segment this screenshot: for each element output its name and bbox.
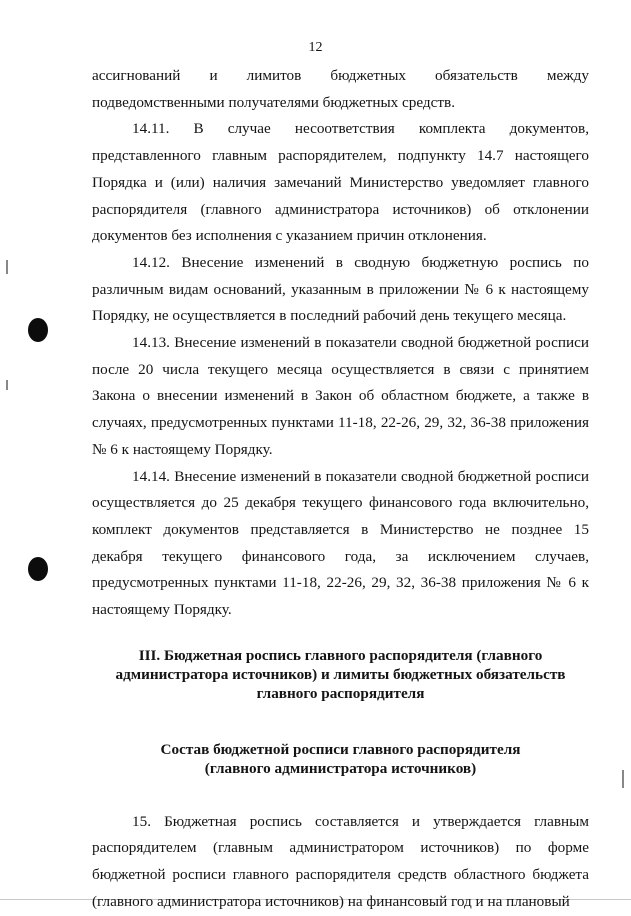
paragraph-14-14: 14.14. Внесение изменений в показатели сводной бюджетной росписи осуществляется до 25 декабря текущего финансового года включительно, комплект документов представляется в Министерство не позднее 15 декабря текущего финансового года, за исключением случаев, предусмотренных пунктами 11-18, 22-26, 29, 32, 36-38 приложения № 6 к настоящему Порядку.	[92, 467, 589, 619]
subsection-title-line: (главного администратора источников)	[204, 759, 477, 777]
punch-hole-mark	[28, 318, 48, 342]
subsection-title-line: Состав бюджетной росписи главного распорядителя	[160, 740, 521, 758]
subsection-title	[92, 740, 589, 778]
document-body	[92, 63, 589, 916]
scan-edge-mark	[622, 770, 624, 788]
section-title-line: главного распорядителя	[256, 684, 425, 702]
paragraph-14-12: 14.12. Внесение изменений в сводную бюджетную роспись по различным видам оснований, указанным в приложении № 6 к настоящему Порядку, не осуществляется в последний рабочий день текущего месяца.	[92, 253, 589, 325]
scan-edge-mark	[6, 380, 8, 390]
paragraph-14-13: 14.13. Внесение изменений в показатели сводной бюджетной росписи после 20 числа текущего месяца осуществляется в связи с принятием Закона о внесении изменений в Закон об областном бюджете, а также в случаях, предусмотренных пунктами 11-18, 22-26, 29, 32, 36-38 приложения № 6 к настоящему Порядку.	[92, 334, 589, 458]
scan-edge-mark	[6, 260, 8, 274]
punch-hole-mark	[28, 557, 48, 581]
paragraph-14-11: 14.11. В случае несоответствия комплекта документов, представленного главным распорядителем, подпункту 14.7 настоящего Порядка и (или) наличия замечаний Министерство уведомляет главного распорядителя (главного администратора источников) об отклонении документов без исполнения с указанием причин отклонения.	[92, 120, 589, 245]
section-title-line: III. Бюджетная роспись главного распорядителя (главного	[138, 646, 543, 664]
paragraph-continuation: ассигнований и лимитов бюджетных обязательств между подведомственными получателями бюджетных средств.	[92, 67, 589, 111]
paragraph-15: 15. Бюджетная роспись составляется и утверждается главным распорядителем (главным администратором источников) по форме бюджетной росписи главного распорядителя средств областного бюджета (главного администратора источников) на финансовый год и на плановый	[92, 812, 589, 910]
page-number: 12	[308, 40, 323, 55]
section-title-line: администратора источников) и лимиты бюджетных обязательств	[115, 665, 566, 683]
section-title	[92, 646, 589, 703]
